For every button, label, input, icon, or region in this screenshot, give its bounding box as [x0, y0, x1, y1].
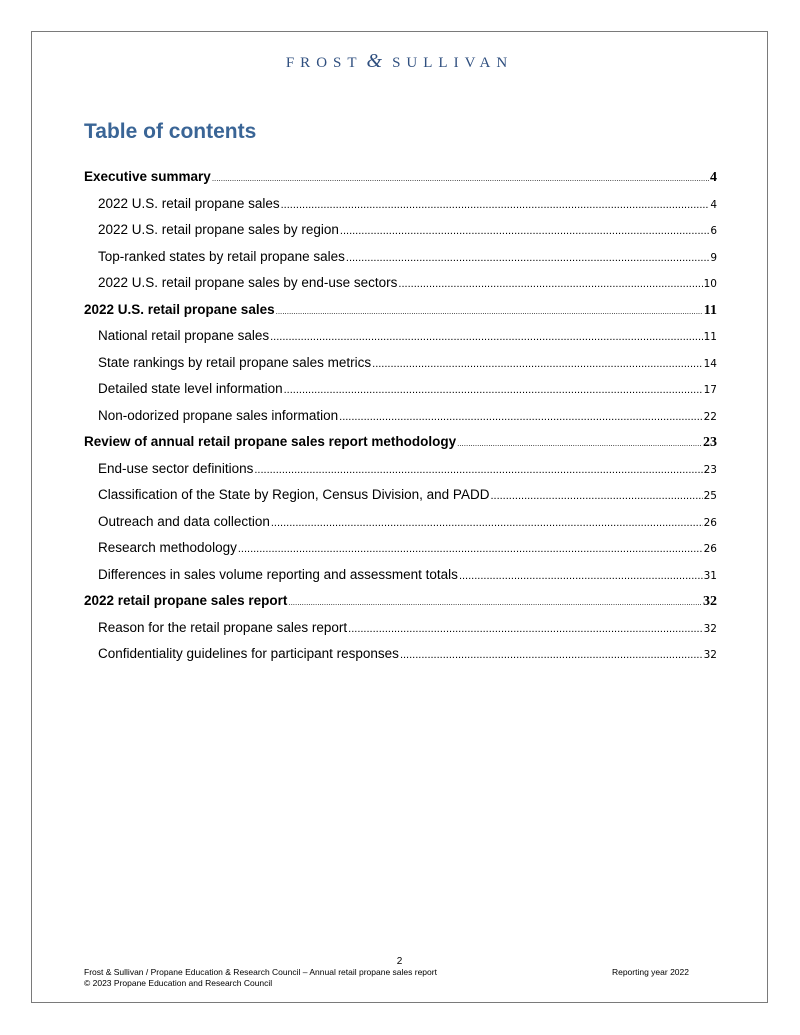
- toc-dot-leader: [238, 535, 703, 562]
- toc-subsection-entry[interactable]: [84, 482, 717, 509]
- toc-entry-title: Research methodology: [98, 540, 237, 555]
- toc-dot-leader: [288, 588, 702, 615]
- toc-entry-page-number: 32: [703, 622, 717, 635]
- footer-reporting-year: Reporting year 2022: [611, 967, 689, 977]
- toc-dot-leader: [348, 615, 702, 642]
- toc-entry-title: 2022 retail propane sales report: [84, 593, 288, 608]
- toc-dot-leader: [254, 456, 702, 483]
- toc-subsection-entry[interactable]: [84, 244, 717, 271]
- toc-entry-title: Review of annual retail propane sales report methodology: [84, 434, 457, 449]
- toc-subsection-entry[interactable]: [84, 509, 717, 536]
- toc-subsection-entry[interactable]: [84, 456, 717, 483]
- toc-entry-page-number: 23: [703, 463, 717, 476]
- toc-dot-leader: [398, 270, 702, 297]
- toc-entry-page-number: 23: [703, 435, 717, 450]
- page-number: 2: [396, 956, 403, 967]
- toc-entry-page-number: 17: [703, 384, 717, 396]
- toc-entry-page-number: 4: [710, 198, 717, 211]
- toc-entry-page-number: 32: [703, 594, 717, 609]
- toc-entry-page-number: 32: [703, 649, 717, 661]
- toc-entry-title: Confidentiality guidelines for participant responses: [98, 646, 399, 661]
- toc-list: [84, 164, 717, 668]
- toc-entry-page-number: 22: [703, 410, 717, 423]
- logo-ampersand: &: [366, 50, 383, 72]
- toc-subsection-entry[interactable]: [84, 403, 717, 430]
- toc-dot-leader: [212, 164, 709, 191]
- toc-entry-page-number: 9: [710, 251, 717, 264]
- toc-title: Table of contents: [84, 120, 257, 143]
- toc-dot-leader: [339, 403, 702, 430]
- document-page: [31, 31, 768, 1003]
- toc-entry-title: Differences in sales volume reporting and assessment totals: [98, 566, 458, 582]
- toc-entry-page-number: 25: [703, 490, 717, 502]
- toc-entry-page-number: 31: [703, 569, 717, 582]
- toc-entry-page-number: 6: [710, 225, 717, 237]
- toc-section-entry[interactable]: [84, 429, 717, 456]
- toc-dot-leader: [346, 244, 709, 271]
- toc-entry-title: Top-ranked states by retail propane sales: [98, 248, 345, 264]
- toc-entry-title: 2022 U.S. retail propane sales by region: [98, 222, 339, 237]
- toc-section-entry[interactable]: [84, 588, 717, 615]
- toc-entry-title: Reason for the retail propane sales report: [98, 619, 348, 635]
- logo-text-sullivan: SULLIVAN: [392, 55, 514, 71]
- toc-section-entry[interactable]: [84, 164, 717, 191]
- toc-entry-title: 2022 U.S. retail propane sales: [98, 195, 280, 211]
- toc-subsection-entry[interactable]: [84, 191, 717, 218]
- toc-dot-leader: [276, 297, 703, 324]
- toc-entry-title: Executive summary: [84, 169, 211, 184]
- toc-entry-title: Outreach and data collection: [98, 513, 270, 529]
- toc-entry-title: End-use sector definitions: [98, 460, 254, 476]
- page-footer: [84, 967, 689, 989]
- toc-subsection-entry[interactable]: [84, 615, 717, 642]
- toc-dot-leader: [400, 641, 703, 668]
- toc-entry-title: National retail propane sales: [98, 328, 270, 343]
- toc-entry-page-number: 26: [703, 516, 717, 529]
- toc-subsection-entry[interactable]: [84, 562, 717, 589]
- toc-entry-page-number: 14: [703, 357, 717, 370]
- logo-text-frost: FROST: [285, 55, 363, 71]
- toc-dot-leader: [281, 191, 710, 218]
- toc-entry-page-number: 11: [703, 302, 717, 318]
- toc-section-entry[interactable]: [84, 297, 717, 324]
- toc-dot-leader: [340, 217, 709, 244]
- footer-report-line: Frost & Sullivan / Propane Education & Research Council – Annual retail propane sales report: [84, 967, 437, 977]
- toc-entry-title: Non-odorized propane sales information: [98, 407, 339, 423]
- toc-subsection-entry[interactable]: [84, 217, 717, 244]
- toc-subsection-entry[interactable]: [84, 641, 717, 668]
- toc-dot-leader: [271, 509, 703, 536]
- footer-copyright: © 2023 Propane Education and Research Council: [84, 978, 273, 988]
- toc-entry-page-number: 26: [703, 543, 717, 555]
- toc-entry-title: 2022 U.S. retail propane sales: [84, 301, 275, 317]
- toc-entry-page-number: 11: [703, 331, 717, 343]
- toc-dot-leader: [459, 562, 703, 589]
- toc-entry-page-number: 10: [703, 278, 717, 290]
- toc-subsection-entry[interactable]: [84, 376, 717, 403]
- toc-dot-leader: [270, 323, 703, 350]
- toc-entry-title: Detailed state level information: [98, 381, 283, 396]
- toc-entry-title: Classification of the State by Region, Census Division, and PADD: [98, 487, 490, 502]
- toc-subsection-entry[interactable]: [84, 535, 717, 562]
- toc-entry-page-number: 4: [710, 170, 717, 185]
- toc-dot-leader: [490, 482, 702, 509]
- toc-subsection-entry[interactable]: [84, 350, 717, 377]
- toc-dot-leader: [457, 429, 702, 456]
- frost-sullivan-logo: [32, 50, 767, 73]
- toc-subsection-entry[interactable]: [84, 323, 717, 350]
- toc-entry-title: State rankings by retail propane sales metrics: [98, 354, 372, 370]
- toc-dot-leader: [372, 350, 702, 377]
- toc-subsection-entry[interactable]: [84, 270, 717, 297]
- toc-dot-leader: [284, 376, 703, 403]
- toc-entry-title: 2022 U.S. retail propane sales by end-use sectors: [98, 275, 398, 290]
